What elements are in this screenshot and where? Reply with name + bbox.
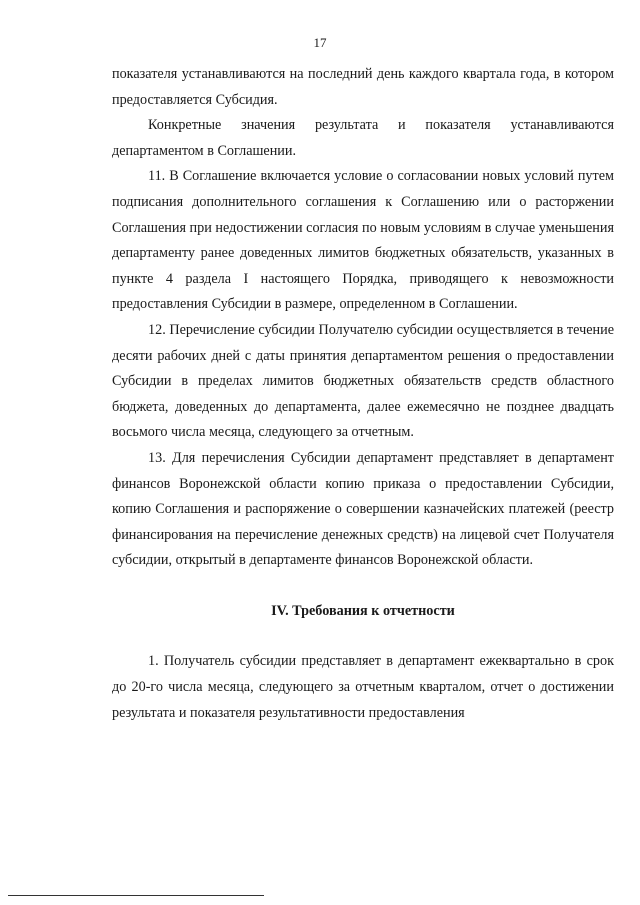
section-paragraph-1: 1. Получатель субсидии представляет в департамент ежеквартально в срок до 20-го числа месяца, следующего за отчетным кварталом, отчет о достижении результата и показателя результативности предоставления (112, 653, 614, 721)
section-heading: IV. Требования к отчетности (271, 602, 455, 619)
page-number: 17 (313, 35, 327, 50)
paragraph-11: 11. В Соглашение включается условие о согласовании новых условий путем подписания дополнительного соглашения к Соглашению или о расторжении Соглашения при недостижении согласия по новым условиям в случае уменьшения департаменту ранее доведенных лимитов бюджетных обязательств, указанных в пункте 4 раздела I настоящего Порядка, приводящего к невозможности предоставления Субсидии в размере, определенном в Соглашении. (112, 168, 614, 313)
paragraph-continuation: показателя устанавливаются на последний день каждого квартала года, в котором предоставляется Субсидия. (112, 66, 614, 108)
paragraph-result-values: Конкретные значения результата и показателя устанавливаются департаментом в Соглашении. (112, 117, 614, 159)
paragraph-13: 13. Для перечисления Субсидии департамент представляет в департамент финансов Воронежской области копию приказа о предоставлении Субсидии, копию Соглашения и распоряжение о совершении казначейских платежей (реестр финансирования на перечисление денежных средств) на лицевой счет Получателя субсидии, открытый в департаменте финансов Воронежской области. (112, 449, 614, 569)
footer-divider (8, 895, 264, 896)
document-body (112, 62, 614, 726)
paragraph-12: 12. Перечисление субсидии Получателю субсидии осуществляется в течение десяти рабочих дней с даты принятия департаментом решения о предоставлении Субсидии в пределах лимитов бюджетных обязательств средств областного бюджета, доведенных до департамента, далее ежемесячно не позднее двадцать восьмого числа месяца, следующего за отчетным. (112, 321, 614, 441)
